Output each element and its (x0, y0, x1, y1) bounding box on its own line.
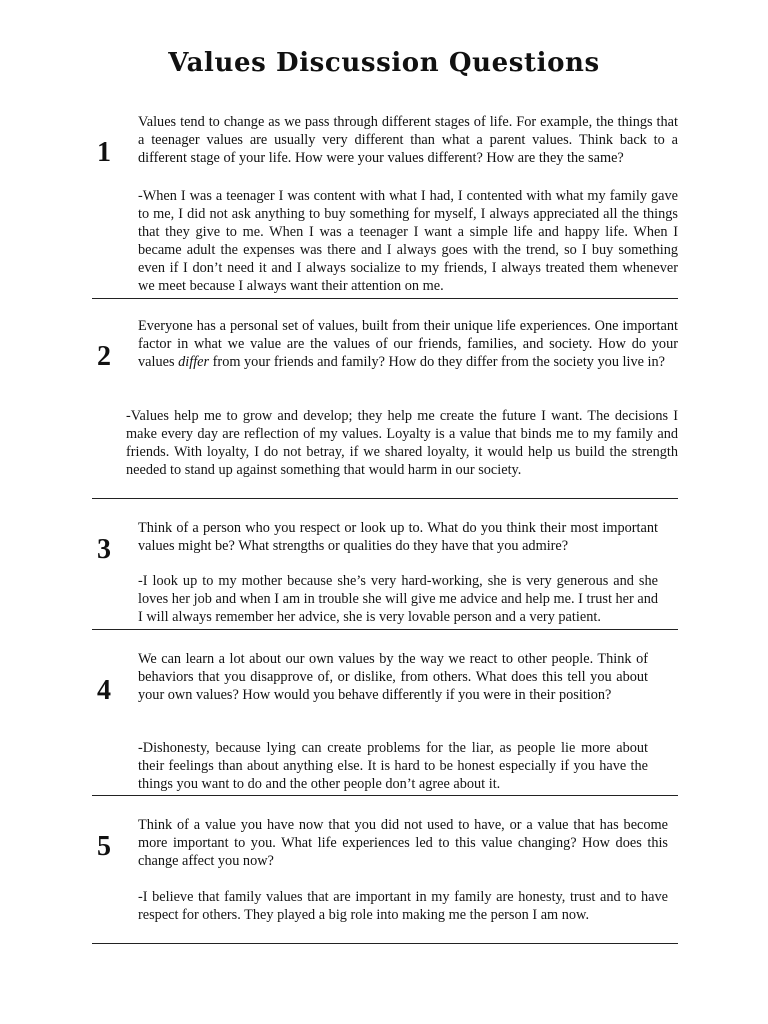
question-text: Values tend to change as we pass through different stages of life. For example, the things that a teenager values are usually very different than what a parent values. Think back to a different stage of your life. How were your values different? How are they the same? (138, 114, 678, 166)
answer-text: -I believe that family values that are important in my family are honesty, trust and to have respect for others. They played a big role into making me the person I am now. (138, 889, 668, 923)
question-text-part: from your friends and family? How do they differ from the society you live in? (209, 353, 666, 370)
question-section-2 (92, 298, 678, 499)
question-emphasis: differ (178, 353, 210, 370)
question-text: Think of a value you have now that you did not used to have, or a value that has become more important to you. What life experiences led to this value changing? How does this change affect you now? (138, 817, 668, 869)
question-text: Think of a person who you respect or look up to. What do you think their most important values might be? What strengths or qualities do they have that you admire? (138, 520, 658, 554)
question-number: 2 (97, 341, 111, 372)
question-section-1 (92, 106, 678, 299)
question-text: We can learn a lot about our own values by the way we react to other people. Think of behaviors that you disapprove of, or dislike, from others. What does this tell you about your own values? How would you behave differently if you were in their position? (138, 651, 648, 703)
question-section-3 (92, 498, 678, 630)
question-number: 5 (97, 831, 111, 862)
question-number: 4 (97, 675, 111, 706)
page-title: Values Discussion Questions (168, 48, 600, 78)
question-text (138, 318, 678, 372)
answer-text: -Values help me to grow and develop; they help me create the future I want. The decisions I make every day are reflection of my values. Loyalty is a value that binds me to my family and friends. With loyalty, I do not betray, if we shared loyalty, it would help us build the strength needed to stand up against something that would harm in our society. (126, 408, 678, 478)
question-section-5 (92, 795, 678, 944)
question-number: 3 (97, 534, 111, 565)
question-section-4 (92, 629, 678, 796)
question-text-part: Everyone has a personal set of values, built from their unique life experiences. One important factor in what we value are the values of our friends, families, and society. How do your values (138, 318, 678, 370)
question-number: 1 (97, 137, 111, 168)
answer-text: -I look up to my mother because she’s very hard-working, she is very generous and she loves her job and when I am in trouble she will give me advice and help me. I trust her and I will always remember her advice, she is very lovable person and a very patient. (138, 573, 658, 625)
answer-text: -Dishonesty, because lying can create problems for the liar, as people lie more about their feelings than about anything else. It is hard to be honest especially if you have the things you want to do and the other people don’t agree about it. (138, 740, 648, 792)
answer-text: -When I was a teenager I was content with what I had, I contented with what my family gave to me, I did not ask anything to buy something for myself, I always appreciated all the things that they give to me. When I was a teenager I want a simple life and happy life. When I became adult the expenses was there and I always goes with the trend, so I buy something even if I don’t need it and I always socialize to my friends, I always treated them whenever we meet because I always want their attention on me. (138, 188, 678, 294)
